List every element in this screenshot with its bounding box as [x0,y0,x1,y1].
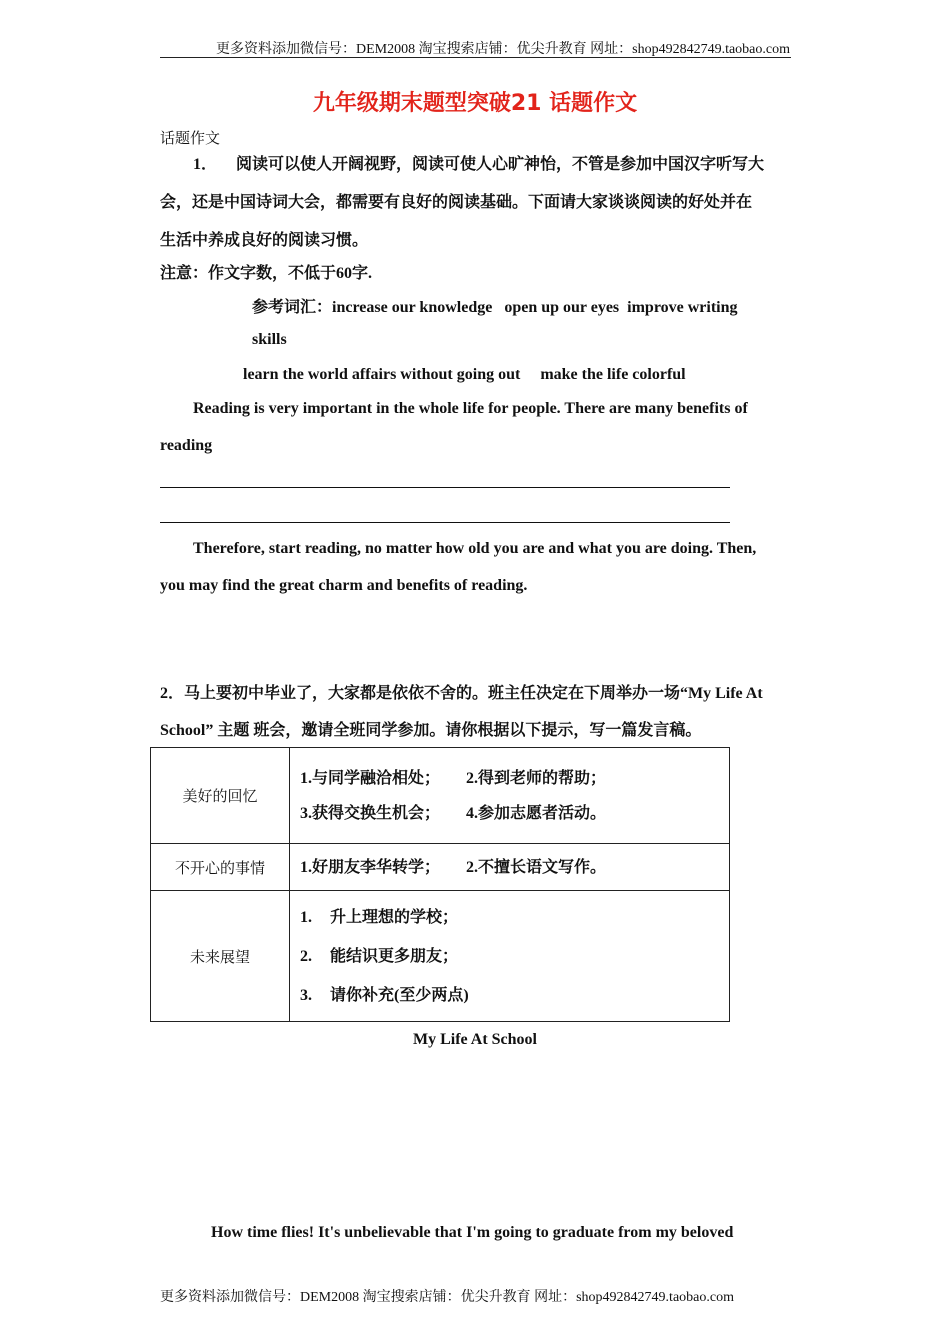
unhappy-2: 2.不擅长语文写作。 [466,858,607,876]
row-content [290,844,730,891]
future-num-3: 3. [300,986,312,1004]
closing-line2: you may find the great charm and benefits of reading. [160,577,528,594]
future-2: 能结识更多朋友； [330,947,459,965]
section-label: 话题作文 [160,129,221,147]
memory-1: 1.与同学融洽相处； [300,769,441,787]
answer-line-1 [160,487,730,488]
row-label: 未来展望 [151,891,290,1022]
future-1: 升上理想的学校； [330,908,459,926]
memory-4: 4.参加志愿者活动。 [466,804,607,822]
q1-line2: 会，还是中国诗词大会，都需要有良好的阅读基础。下面请大家谈谈阅读的好处并在 [160,194,753,211]
opening-line1: Reading is very important in the whole life for people. There are many benefits of [193,400,748,417]
header-divider [160,57,791,58]
page-title: 九年级期末题型突破21 话题作文 [312,91,638,116]
q1-number: 1． [193,156,218,173]
footer-note: 更多资料添加微信号：DEM2008 淘宝搜索店铺：优尖升教育 网址：shop492842749.taobao.com [160,1290,734,1305]
row-content [290,891,730,1022]
closing-line1: Therefore, start reading, no matter how old you are and what you are doing. Then, [193,540,757,557]
future-num-1: 1. [300,908,312,926]
opening-line2: reading [160,437,213,454]
unhappy-1: 1.好朋友李华转学； [300,858,441,876]
vocab-line1 [252,294,738,317]
essay-start: How time flies! It's unbelievable that I'm going to graduate from my beloved [211,1224,734,1241]
essay-title: My Life At School [413,1031,537,1048]
answer-line-2 [160,522,730,523]
q1-note: 注意：作文字数，不低于60字. [160,265,373,282]
vocab-label: 参考词汇： [252,299,333,316]
vocab-line2: skills [252,331,287,348]
memory-2: 2.得到老师的帮助； [466,769,607,787]
prompt-table [150,747,730,1022]
row-label: 不开心的事情 [151,844,290,891]
table-row-memories [151,748,730,844]
memory-3: 3.获得交换生机会； [300,804,441,822]
table-row-unhappy [151,844,730,891]
q1-line1: 阅读可以使人开阔视野，阅读可使人心旷神怡，不管是参加中国汉字听写大 [236,156,765,173]
future-3: 请你补充(至少两点) [330,986,469,1004]
q1-line3: 生活中养成良好的阅读习惯。 [160,232,369,249]
vocab-line3: learn the world affairs without going out make the life colorful [243,366,686,383]
q2-line2: School” 主题 班会，邀请全班同学参加。请你根据以下提示，写一篇发言稿。 [160,722,702,739]
vocab-words: increase our knowledge open up our eyes improve writing [332,299,738,316]
future-num-2: 2. [300,947,312,965]
q2-line1: 2．马上要初中毕业了，大家都是依依不舍的。班主任决定在下周举办一场“My Life At [160,685,763,702]
row-label: 美好的回忆 [151,748,290,844]
header-note: 更多资料添加微信号：DEM2008 淘宝搜索店铺：优尖升教育 网址：shop492842749.taobao.com [216,42,790,57]
row-content [290,748,730,844]
table-row-future [151,891,730,1022]
